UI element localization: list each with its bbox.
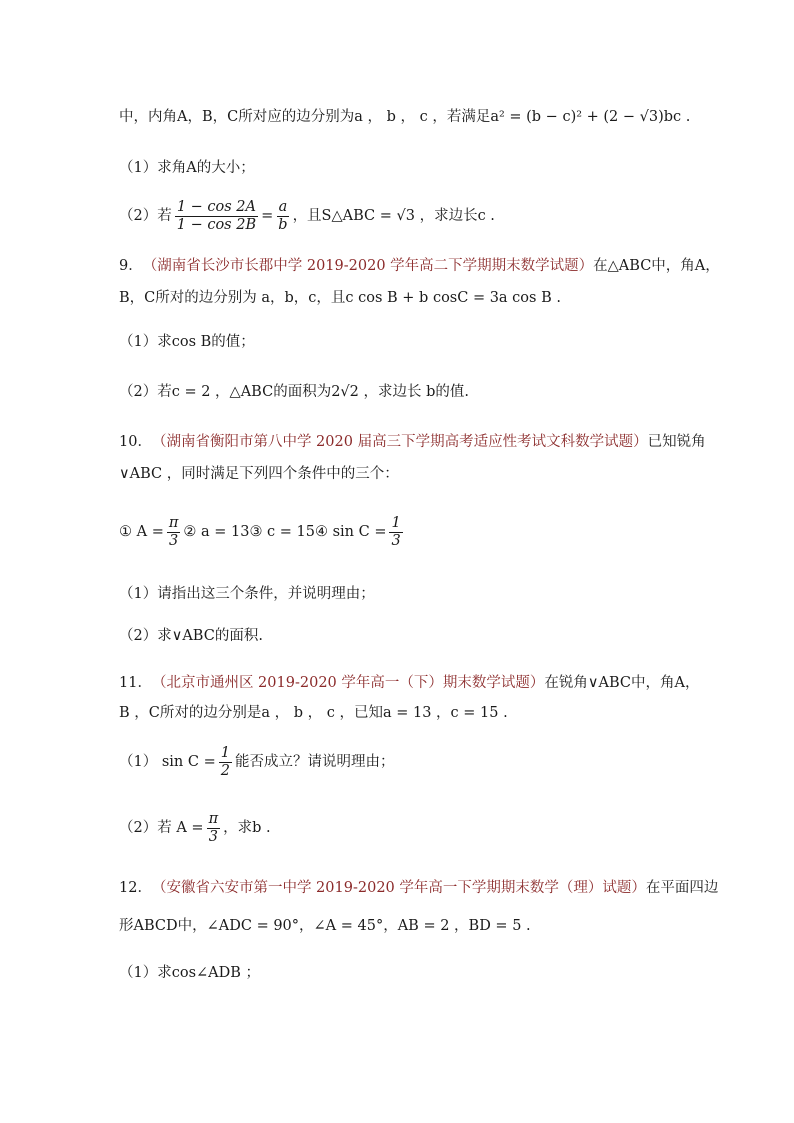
fraction: $\frac{1}{2}$ (220, 744, 230, 779)
problem-source: （湖南省衡阳市第八中学 2020 届高三下学期高考适应性考试文科数学试题） (151, 434, 648, 450)
problem-8-part-2: （2）若 $\frac{1 - \cos 2A}{1 - \cos 2B}$ = $\frac{a}{b}$ ，且S△ABC = √3 ，求边长c . (119, 198, 495, 233)
problem-9-header: 9． （湖南省长沙市长郡中学 2019-2020 学年高二下学期期末数学试题） 在△ABC中，角A， (119, 258, 720, 274)
problem-11-header: 11． （北京市通州区 2019-2020 学年高一（下）期末数学试题） 在锐角∨ABC中，角A， (119, 675, 700, 691)
fraction: $\frac{1 - \cos 2A}{1 - \cos 2B}$ (176, 198, 257, 233)
problem-10-conditions: ① A = $\frac{\pi}{3}$ ② a = 13③ c = 15④ sin C = $\frac{1}{3}$ (119, 514, 401, 549)
problem-source: （安徽省六安市第一中学 2019-2020 学年高一下学期期末数学（理）试题） (151, 880, 646, 896)
fraction: $\frac{1}{3}$ (391, 514, 401, 549)
problem-number: 11． (119, 675, 152, 691)
problem-11-text: B ，C所对的边分别是a ， b ， c ，已知a = 13 ，c = 15 . (119, 705, 508, 721)
problem-10-header: 10． （湖南省衡阳市第八中学 2020 届高三下学期高考适应性考试文科数学试题） 已知锐角 (119, 434, 706, 450)
problem-12-part-1: （1）求cos∠ADB ； (119, 965, 261, 981)
problem-number: 9． (119, 258, 143, 274)
problem-12-header: 12． （安徽省六安市第一中学 2019-2020 学年高一下学期期末数学（理）试题） 在平面四边 (119, 880, 719, 896)
problem-8-part-1: （1）求角A的大小； (119, 160, 255, 176)
fraction: $\frac{a}{b}$ (278, 198, 288, 233)
problem-8-condition: 中，内角A，B，C所对应的边分别为a ， b ， c ，若满足a² = (b − c)² + (2 − √3)bc . (119, 109, 691, 125)
problem-source: （湖南省长沙市长郡中学 2019-2020 学年高二下学期期末数学试题） (142, 258, 594, 274)
problem-8-text (119, 107, 690, 127)
problem-9-part-2: （2）若c = 2 ，△ABC的面积为2√2 ，求边长 b的值. (119, 384, 469, 400)
problem-number: 12． (119, 880, 152, 896)
problem-9-part-1: （1）求cos B的值； (119, 334, 255, 350)
problem-9-text: B，C所对的边分别为 a，b，c，且c cos B + b cosC = 3a cos B . (119, 290, 561, 306)
problem-12-text: 形ABCD中，∠ADC = 90°，∠A = 45°，AB = 2 ，BD = 5 . (119, 918, 531, 934)
problem-10-text: ∨ABC ，同时满足下列四个条件中的三个： (119, 466, 399, 482)
problem-number: 10． (119, 434, 152, 450)
problem-11-part-1: （1） sin C = $\frac{1}{2}$ 能否成立？请说明理由； (119, 744, 395, 779)
fraction: $\frac{\pi}{3}$ (208, 810, 219, 845)
problem-10-part-1: （1）请指出这三个条件，并说明理由； (119, 586, 375, 602)
problem-source: （北京市通州区 2019-2020 学年高一（下）期末数学试题） (151, 675, 545, 691)
fraction: $\frac{\pi}{3}$ (168, 514, 179, 549)
problem-11-part-2: （2）若 A = $\frac{\pi}{3}$ ，求b . (119, 810, 271, 845)
problem-10-part-2: （2）求∨ABC的面积. (119, 628, 263, 644)
